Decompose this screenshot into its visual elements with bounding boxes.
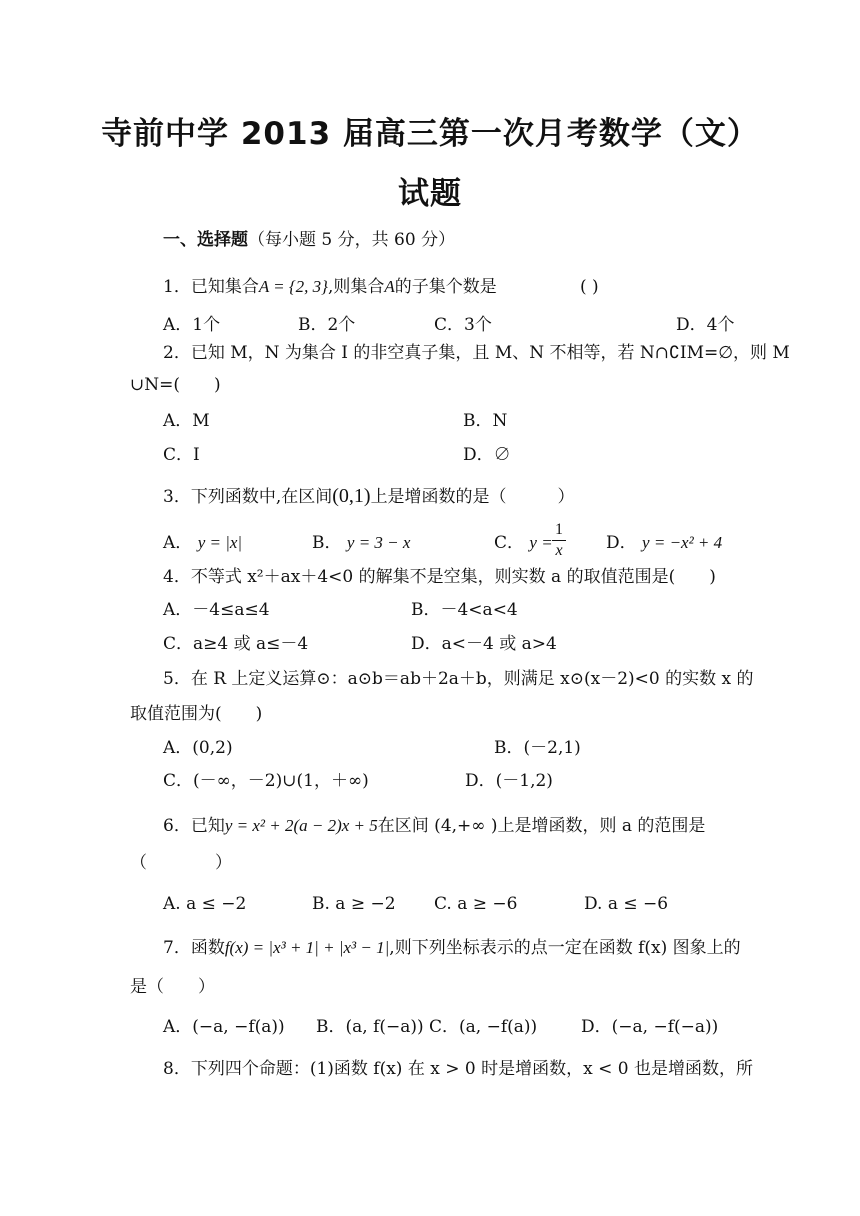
q7-stem-3: 是（ ） bbox=[130, 977, 215, 997]
q1-text: 1．已知集合 bbox=[163, 277, 259, 297]
q3-b-label: B． bbox=[312, 533, 342, 553]
q2-option-a: A．M bbox=[163, 411, 210, 431]
q3-stem bbox=[163, 485, 575, 508]
q3-c-denominator: x bbox=[555, 542, 563, 559]
q4-option-a: A．－4≤a≤4 bbox=[163, 600, 270, 620]
q3-d-label: D． bbox=[606, 533, 637, 553]
q6-option-b: B. a ≥ −2 bbox=[312, 894, 396, 914]
title-line-1: 寺前中学 2013 届高三第一次月考数学（文） bbox=[101, 116, 759, 152]
q6-option-c: C. a ≥ −6 bbox=[434, 894, 518, 914]
q2-stem: 2．已知 M，N 为集合 I 的非空真子集，且 M、N 不相等，若 N∩∁IM=∅，则 M bbox=[163, 343, 790, 363]
q7-option-d: D．(−a, −f(−a)) bbox=[581, 1017, 719, 1037]
q2-stem-2: ∪N=( ) bbox=[130, 375, 221, 395]
q1-option-b: B．2个 bbox=[298, 315, 356, 335]
title-line-2: 试题 bbox=[398, 176, 462, 212]
q1-var: A bbox=[384, 277, 395, 296]
q1-paren: ( ) bbox=[580, 277, 599, 297]
q6-text2: 在区间 (4,+∞ )上是增函数，则 a 的范围是 bbox=[377, 816, 706, 836]
q3-c-fraction-bar bbox=[552, 540, 566, 541]
q4-stem: 4．不等式 x²＋ax＋4<0 的解集不是空集，则实数 a 的取值范围是( ) bbox=[163, 567, 716, 587]
q3-c-label: C． bbox=[494, 533, 525, 553]
q4-option-c: C．a≥4 或 a≤－4 bbox=[163, 634, 309, 654]
q3-c-pre: y = bbox=[529, 533, 553, 552]
q1-option-a: A．1个 bbox=[163, 315, 221, 335]
q4-option-d: D．a<－4 或 a>4 bbox=[411, 634, 557, 654]
q3-option-b bbox=[312, 532, 410, 554]
q3-option-d bbox=[606, 532, 722, 554]
section-heading bbox=[163, 229, 455, 251]
q7-option-c: C．(a, −f(a)) bbox=[429, 1017, 538, 1037]
q3-option-a bbox=[163, 532, 242, 554]
q1-stem bbox=[163, 276, 497, 298]
q7-math: f(x) = |x³ + 1| + |x³ − 1| bbox=[224, 938, 390, 957]
q3-a-label: A． bbox=[163, 533, 193, 553]
q6-stem bbox=[163, 815, 705, 837]
q7-text2: ,则下列坐标表示的点一定在函数 f(x) 图象上的 bbox=[389, 938, 741, 958]
q3-d-math: y = −x² + 4 bbox=[642, 533, 723, 552]
q7-stem bbox=[163, 937, 741, 959]
q6-option-d: D. a ≤ −6 bbox=[584, 894, 669, 914]
q3-c-fraction bbox=[552, 521, 566, 560]
q3-interval: (0,1) bbox=[332, 485, 371, 507]
q7-text: 7．函数 bbox=[163, 938, 225, 958]
q1-math: A = {2, 3} bbox=[258, 277, 328, 296]
q1-option-d: D．4个 bbox=[676, 315, 735, 335]
q3-b-math: y = 3 − x bbox=[346, 533, 411, 552]
section-note: （每小题 5 分，共 60 分） bbox=[248, 230, 456, 250]
q1-option-c: C．3个 bbox=[434, 315, 492, 335]
q6-text: 6．已知 bbox=[163, 816, 225, 836]
q5-option-c: C．(－∞，－2)∪(1，＋∞) bbox=[163, 771, 369, 791]
q6-paren: （ ） bbox=[130, 853, 232, 873]
q5-option-a: A．(0,2) bbox=[163, 738, 233, 758]
q5-stem-2: 取值范围为( ) bbox=[130, 704, 263, 724]
q2-option-c: C．I bbox=[163, 445, 200, 465]
q6-option-a: A. a ≤ −2 bbox=[163, 894, 247, 914]
q3-a-math: y = |x| bbox=[197, 533, 243, 552]
q2-option-d: D．∅ bbox=[463, 445, 511, 465]
q1-text2: ,则集合 bbox=[327, 277, 385, 297]
q5-option-b: B．(－2,1) bbox=[494, 738, 581, 758]
section-title: 一、选择题 bbox=[163, 230, 248, 250]
q7-option-a: A．(−a, −f(a)) bbox=[163, 1017, 285, 1037]
q8-stem: 8．下列四个命题：(1)函数 f(x) 在 x > 0 时是增函数，x < 0 也是增函数，所 bbox=[163, 1059, 753, 1079]
q5-option-d: D．(－1,2) bbox=[465, 771, 553, 791]
q1-text3: 的子集个数是 bbox=[394, 277, 497, 297]
q4-option-b: B．－4<a<4 bbox=[411, 600, 518, 620]
q7-option-b: B．(a, f(−a)) bbox=[316, 1017, 424, 1037]
q2-option-b: B．N bbox=[463, 411, 508, 431]
q3-c-numerator: 1 bbox=[555, 521, 563, 538]
q3-text: 3．下列函数中,在区间 bbox=[163, 487, 333, 507]
q5-stem: 5．在 R 上定义运算⊙：a⊙b＝ab＋2a＋b，则满足 x⊙(x－2)<0 的实数 x 的 bbox=[163, 669, 754, 689]
q3-option-c bbox=[494, 532, 553, 554]
q6-math: y = x² + 2(a − 2)x + 5 bbox=[224, 816, 378, 835]
q3-text2: 上是增函数的是（ ） bbox=[370, 487, 575, 507]
